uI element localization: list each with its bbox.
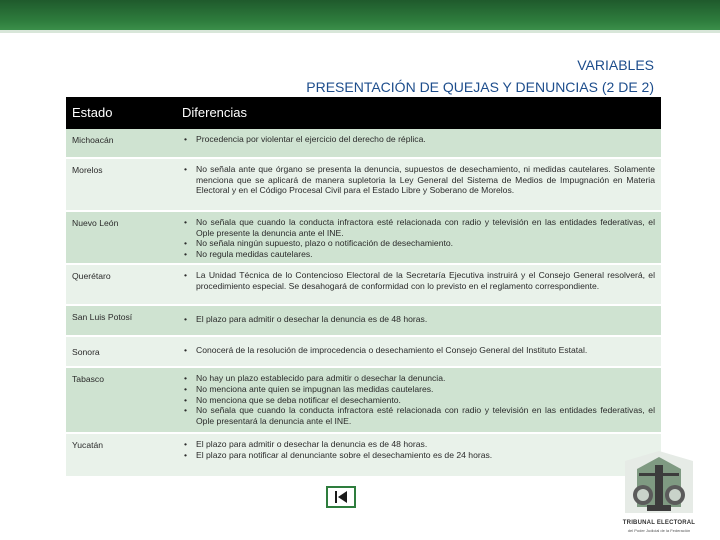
list-item: • Procedencia por violentar el ejercicio del derecho de réplica.: [182, 134, 655, 145]
state-cell: Querétaro: [66, 264, 176, 305]
state-cell: San Luis Potosí: [66, 305, 176, 336]
title-line-2: PRESENTACIÓN DE QUEJAS Y DENUNCIAS (2 DE 2): [306, 79, 654, 95]
state-cell: Michoacán: [66, 129, 176, 158]
state-cell: Sonora: [66, 336, 176, 367]
header-diferencias: Diferencias: [176, 97, 661, 129]
table-header-row: [66, 97, 661, 129]
differences-cell: [176, 367, 661, 433]
difference-list: [182, 373, 655, 426]
list-item: • No señala ante que órgano se presenta la denuncia, supuestos de desechamiento, ni medidas cautelares. Solamente menciona que se aplicará de manera supletoria la Ley General del Sistema de Medios de Impugnación en Materia Electoral y en el Código Procesal Civil para el Estado Libre y Soberano de Morelos.: [182, 164, 655, 196]
state-cell: Yucatán: [66, 433, 176, 477]
list-item: • No hay un plazo establecido para admitir o desechar la denuncia.: [182, 373, 655, 384]
logo-subtitle: del Poder Judicial de la Federación: [627, 528, 691, 533]
top-bar-divider: [0, 30, 720, 33]
state-cell: Morelos: [66, 158, 176, 211]
table-row: [66, 129, 661, 158]
difference-list: [182, 217, 655, 259]
list-item: • No señala ningún supuesto, plazo o notificación de desechamiento.: [182, 238, 655, 249]
first-slide-button[interactable]: [326, 486, 356, 508]
differences-table: [66, 97, 661, 478]
table-row: [66, 158, 661, 211]
list-item: • No señala que cuando la conducta infractora esté relacionada con radio y televisión en las entidades federativas, el Ople presente la denuncia ante el INE.: [182, 217, 655, 238]
list-item: • No menciona ante quien se impugnan las medidas cautelares.: [182, 384, 655, 395]
differences-cell: [176, 211, 661, 264]
list-item: • El plazo para admitir o desechar la denuncia es de 48 horas.: [182, 314, 655, 325]
table-row: [66, 211, 661, 264]
table-row: [66, 305, 661, 336]
list-item: • No menciona que se deba notificar el desechamiento.: [182, 395, 655, 406]
slide-title: [306, 54, 654, 98]
difference-list: [182, 270, 655, 291]
state-cell: Tabasco: [66, 367, 176, 433]
difference-list: [182, 134, 655, 145]
list-item: • Conocerá de la resolución de improcedencia o desechamiento el Consejo General del Instituto Estatal.: [182, 345, 655, 356]
differences-cell: [176, 264, 661, 305]
title-line-1: VARIABLES: [577, 57, 654, 73]
differences-cell: [176, 336, 661, 367]
difference-list: [182, 345, 655, 356]
list-item: • La Unidad Técnica de lo Contencioso Electoral de la Secretaría Ejecutiva instruirá y el Consejo General resolverá, el procedimiento especial. Se desahogará de conformidad con lo previsto en el reglamento correspondiente.: [182, 270, 655, 291]
first-slide-icon: [333, 490, 349, 504]
differences-cell: [176, 433, 661, 477]
state-cell: Nuevo León: [66, 211, 176, 264]
differences-cell: [176, 158, 661, 211]
list-item: • El plazo para admitir o desechar la denuncia es de 48 horas.: [182, 439, 655, 450]
difference-list: [182, 314, 655, 325]
scales-emblem-icon: [617, 451, 701, 519]
list-item: • No regula medidas cautelares.: [182, 249, 655, 260]
table-row: [66, 336, 661, 367]
header-estado: Estado: [66, 97, 176, 129]
table-row: [66, 433, 661, 477]
table-row: [66, 367, 661, 433]
list-item: • El plazo para notificar al denunciante sobre el desechamiento es de 24 horas.: [182, 450, 655, 461]
top-green-bar: [0, 0, 720, 30]
difference-list: [182, 439, 655, 460]
list-item: • No señala que cuando la conducta infractora esté relacionada con radio y televisión en las entidades federativas, el Ople presentará la denuncia ante el INE.: [182, 405, 655, 426]
tribunal-electoral-logo: [617, 451, 701, 537]
differences-cell: [176, 305, 661, 336]
differences-cell: [176, 129, 661, 158]
logo-title: TRIBUNAL ELECTORAL: [622, 520, 696, 526]
table-row: [66, 264, 661, 305]
difference-list: [182, 164, 655, 196]
